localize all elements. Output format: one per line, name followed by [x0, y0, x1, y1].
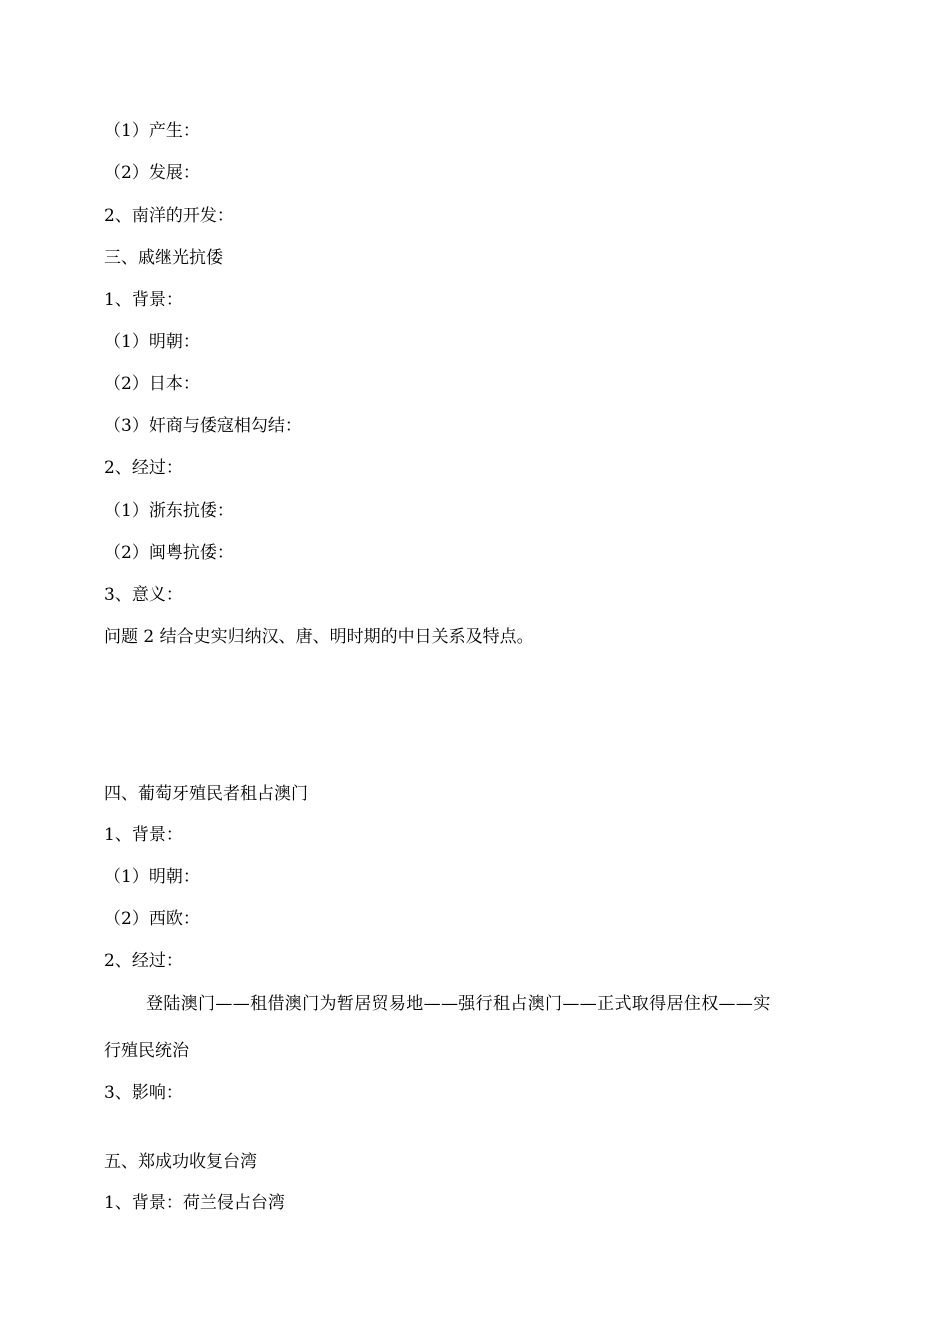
question-2: 问题 2 结合史实归纳汉、唐、明时期的中日关系及特点。: [104, 627, 534, 647]
subitem-collusion: （3）奸商与倭寇相勾结：: [104, 416, 302, 436]
subitem-japan: （2）日本：: [104, 374, 200, 394]
item-background: 1、背景：: [104, 290, 183, 310]
section-heading-qi-jiguang: 三、戚继光抗倭: [104, 248, 223, 268]
item-impact: 3、影响：: [104, 1083, 183, 1103]
subitem-western-europe: （2）西欧：: [104, 909, 200, 929]
subitem-ming-dynasty-macau: （1）明朝：: [104, 867, 200, 887]
subitem-origin: （1）产生：: [104, 121, 200, 141]
section-heading-macau: 四、葡萄牙殖民者租占澳门: [104, 784, 308, 804]
item-background-macau: 1、背景：: [104, 825, 183, 845]
process-sequence-line-1: 登陆澳门——租借澳门为暂居贸易地——强行租占澳门——正式取得居住权——实: [146, 994, 771, 1014]
subitem-ming-dynasty: （1）明朝：: [104, 332, 200, 352]
section-heading-taiwan: 五、郑成功收复台湾: [104, 1152, 257, 1172]
item-background-taiwan: 1、背景：荷兰侵占台湾: [104, 1193, 285, 1213]
process-sequence-line-2: 行殖民统治: [104, 1041, 189, 1061]
item-significance: 3、意义：: [104, 585, 183, 605]
item-nanyang-development: 2、南洋的开发：: [104, 206, 234, 226]
subitem-development: （2）发展：: [104, 163, 200, 183]
subitem-minyue: （2）闽粤抗倭：: [104, 543, 234, 563]
item-process: 2、经过：: [104, 458, 183, 478]
subitem-zhedong: （1）浙东抗倭：: [104, 501, 234, 521]
item-process-macau: 2、经过：: [104, 951, 183, 971]
